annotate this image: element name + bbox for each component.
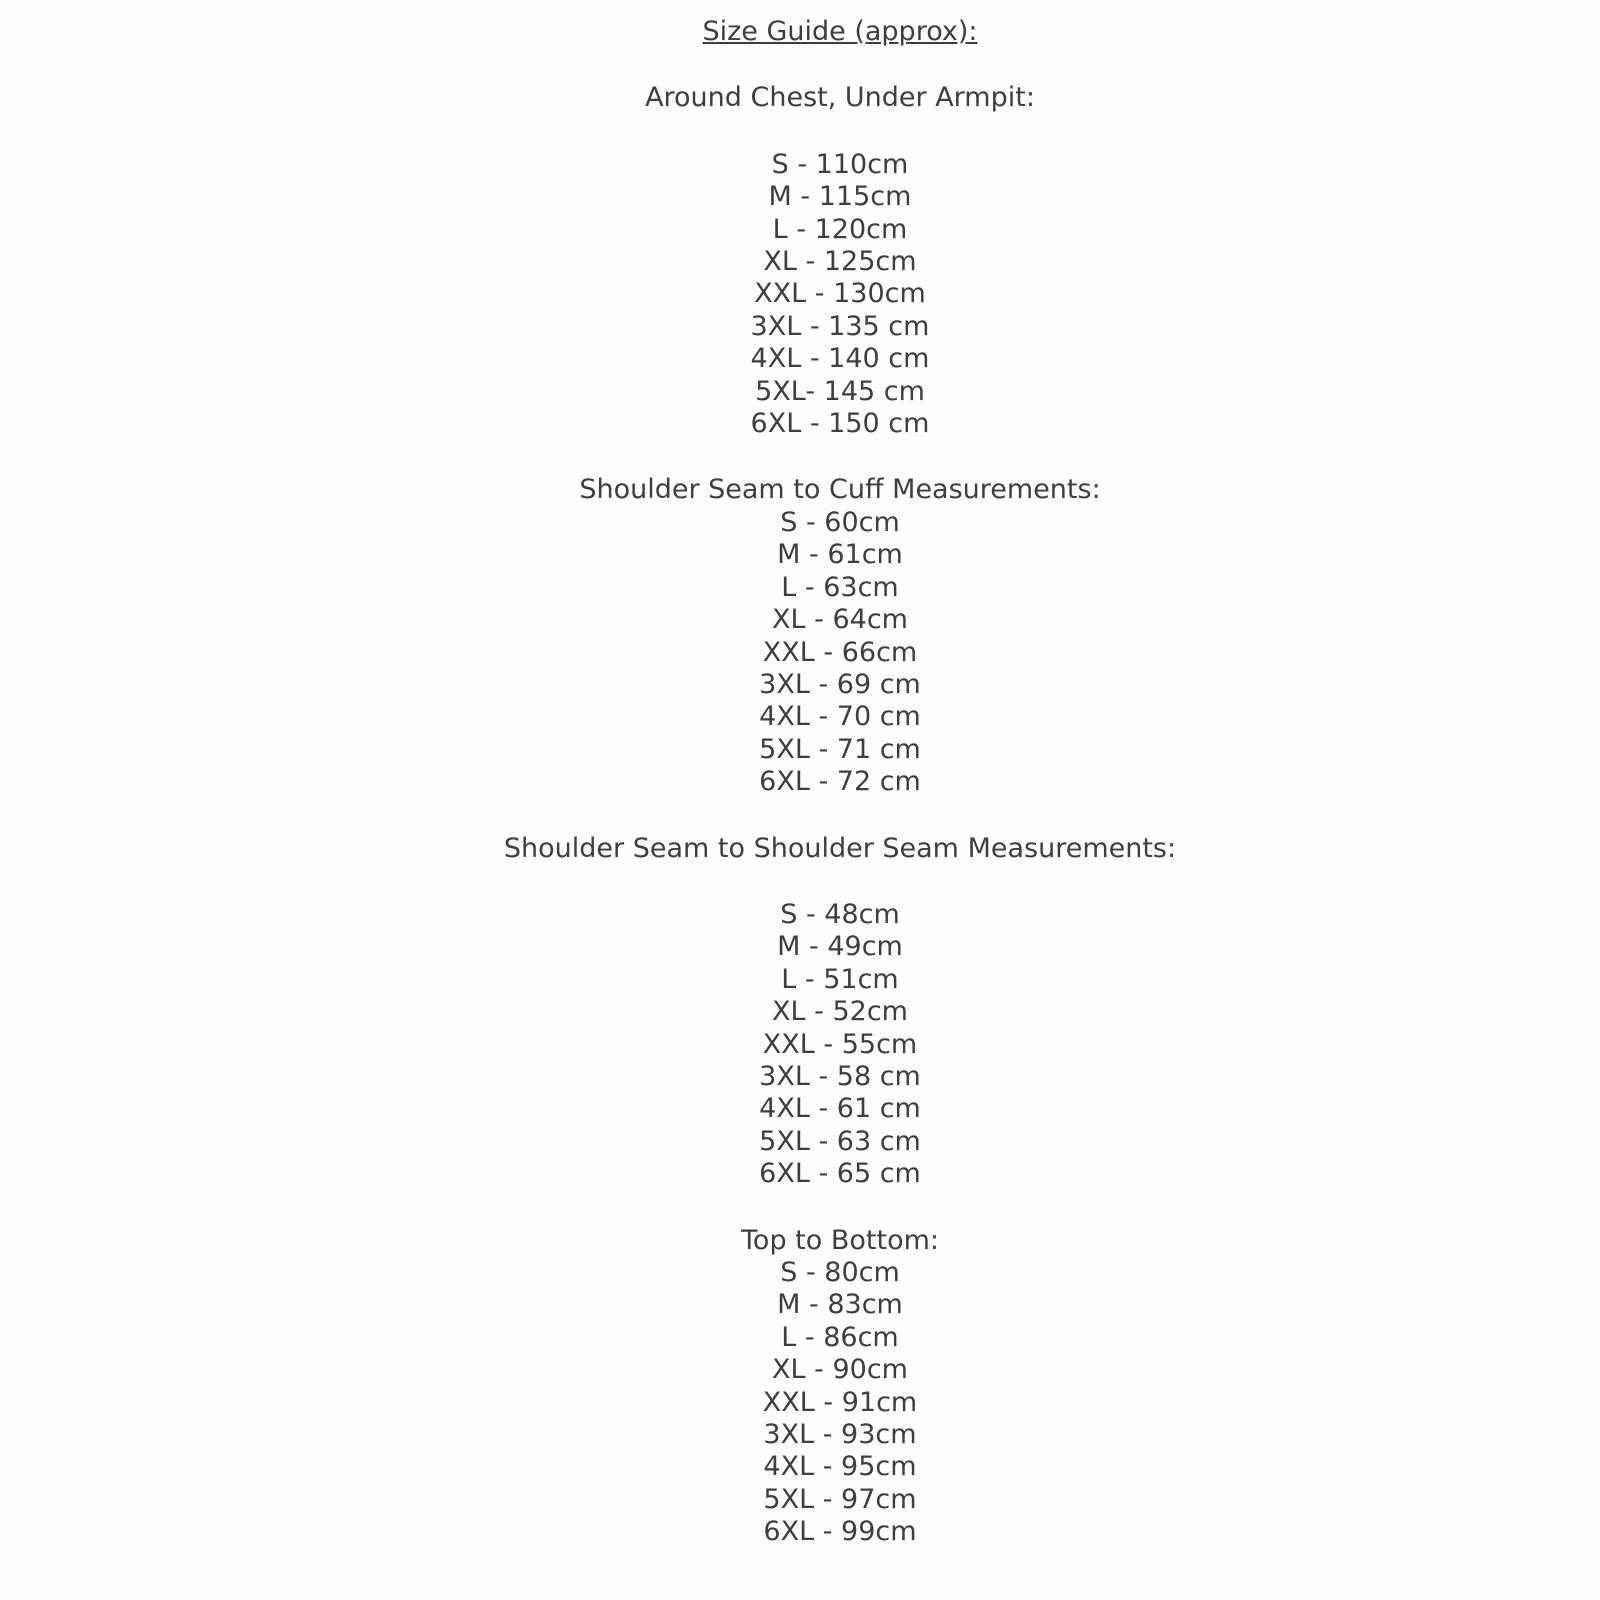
size-row: 5XL - 97cm [763, 1483, 917, 1515]
size-row: 6XL - 99cm [763, 1516, 917, 1548]
size-row: 3XL - 69 cm [759, 668, 921, 700]
section-heading: Around Chest, Under Armpit: [645, 82, 1035, 114]
size-row: 5XL - 71 cm [759, 733, 921, 765]
size-row: 4XL - 70 cm [759, 701, 921, 733]
size-row: 3XL - 58 cm [759, 1060, 921, 1092]
size-row: M - 49cm [777, 931, 903, 963]
size-list [80, 507, 1600, 799]
section-shoulder [80, 833, 1600, 1191]
size-row: S - 60cm [780, 506, 900, 538]
size-row: 4XL - 140 cm [750, 343, 930, 375]
size-row: XXL - 55cm [762, 1028, 918, 1060]
section-chest [80, 82, 1600, 440]
size-row: 4XL - 95cm [763, 1451, 917, 1483]
size-list [80, 899, 1600, 1191]
size-row: M - 61cm [777, 539, 903, 571]
size-row: XL - 90cm [772, 1354, 908, 1386]
section-cuff [80, 474, 1600, 798]
size-row: XXL - 66cm [762, 636, 918, 668]
size-row: XL - 52cm [772, 996, 908, 1028]
size-row: XXL - 130cm [754, 278, 926, 310]
size-row: 5XL- 145 cm [755, 375, 925, 407]
size-row: 3XL - 93cm [763, 1419, 917, 1451]
section-heading: Shoulder Seam to Cuff Measurements: [579, 474, 1101, 506]
size-row: XL - 125cm [763, 246, 917, 278]
size-row: XXL - 91cm [762, 1386, 918, 1418]
section-length [80, 1225, 1600, 1549]
size-row: 6XL - 150 cm [750, 408, 930, 440]
size-list [80, 149, 1600, 441]
size-row: M - 115cm [768, 181, 912, 213]
size-row: M - 83cm [777, 1289, 903, 1321]
section-heading: Shoulder Seam to Shoulder Seam Measurements: [503, 832, 1177, 864]
size-row: S - 110cm [771, 148, 909, 180]
size-row: XL - 64cm [772, 604, 908, 636]
size-row: L - 63cm [781, 571, 899, 603]
size-row: 3XL - 135 cm [750, 310, 930, 342]
size-row: L - 120cm [772, 213, 908, 245]
page-title: Size Guide (approx): [702, 16, 978, 47]
size-row: S - 48cm [780, 898, 900, 930]
section-heading: Top to Bottom: [741, 1224, 939, 1256]
size-row: 6XL - 72 cm [759, 766, 921, 798]
size-row: 5XL - 63 cm [759, 1125, 921, 1157]
size-row: 4XL - 61 cm [759, 1093, 921, 1125]
size-row: L - 86cm [781, 1321, 899, 1353]
size-row: 6XL - 65 cm [759, 1158, 921, 1190]
size-list [80, 1257, 1600, 1549]
size-row: S - 80cm [780, 1257, 900, 1288]
size-row: L - 51cm [781, 963, 899, 995]
